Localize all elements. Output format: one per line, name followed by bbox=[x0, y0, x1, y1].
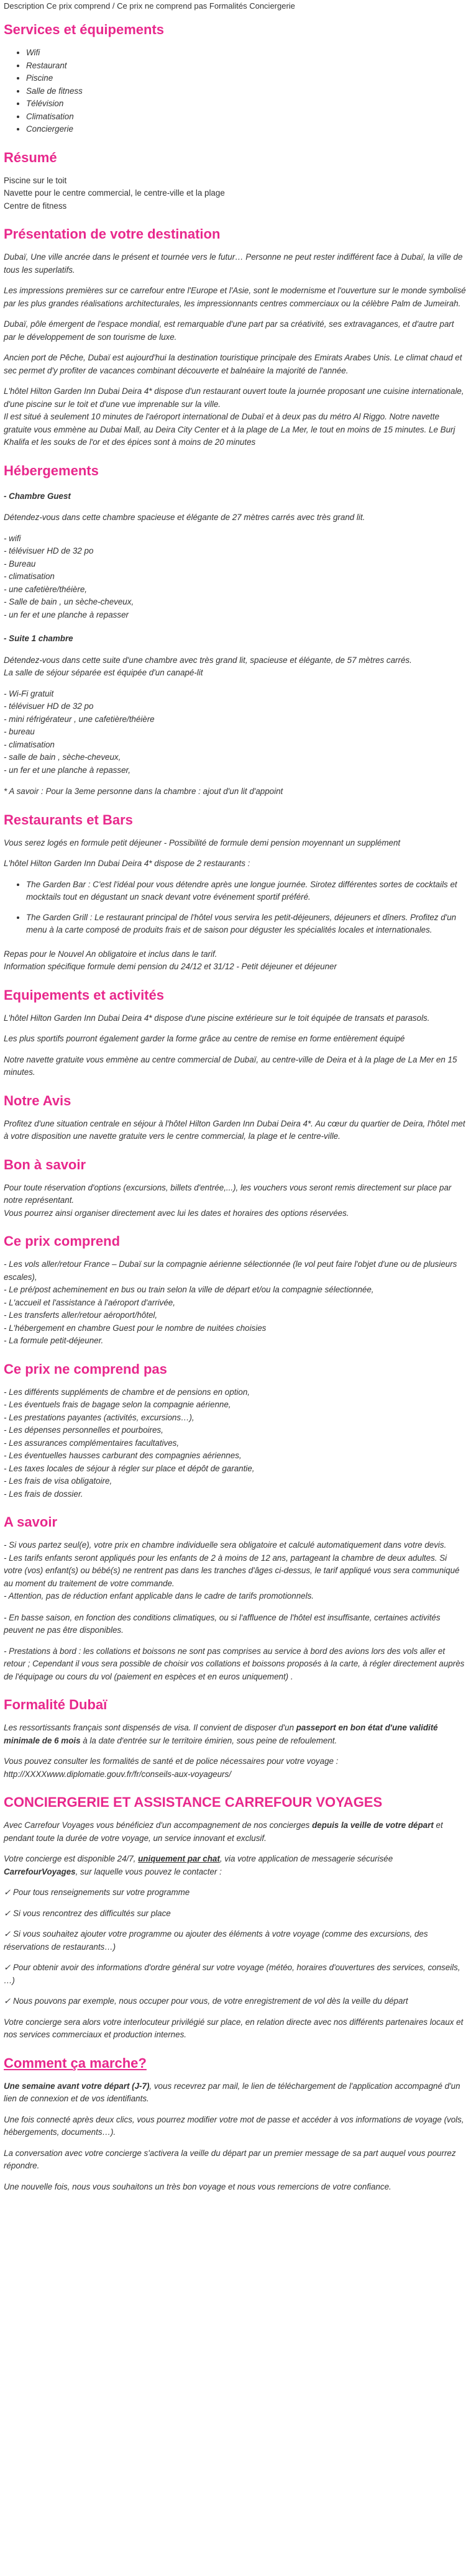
list-item: - climatisation bbox=[4, 572, 55, 581]
list-item: - wifi bbox=[4, 533, 21, 543]
activites-paragraph: Notre navette gratuite vous emmène au centre commercial de Dubaï, au centre-ville de Deira et à la plage de La Mer en 15 minutes. bbox=[4, 1054, 457, 1077]
list-item: - Les frais de visa obligatoire, bbox=[4, 1476, 112, 1486]
conciergerie-title: CONCIERGERIE ET ASSISTANCE CARREFOUR VOYAGES bbox=[4, 1794, 383, 1810]
conciergerie-paragraph bbox=[4, 1853, 467, 1878]
comment-strong-text: Une semaine avant votre départ (J-7) bbox=[4, 2081, 150, 2091]
list-item: - L'accueil et l'assistance à l'aéroport d'arrivée, bbox=[4, 1297, 175, 1307]
restaurants-notes bbox=[4, 948, 467, 974]
list-item: - Les transferts aller/retour aéroport/hôtel, bbox=[4, 1310, 158, 1320]
list-item: • Restaurant bbox=[26, 60, 467, 73]
asavoir-title: A savoir bbox=[4, 1514, 58, 1530]
conciergerie-paragraph: Votre concierge sera alors votre interlocuteur privilégié sur place, en relation directe avec nos différents partenaires locaux et nos services commerciaux et production internes. bbox=[4, 2017, 464, 2039]
asavoir-paragraph: - Prestations à bord : les collations et boissons ne sont pas comprises au service à bord des avions lors des vols aller et retour ; Cependant il vous sera possible de choisir vos collations et boissons proposés à la carte, à régler directement auprès de l'équipage ou cours du vol (paiement en espèces et en euros uniquement) . bbox=[4, 1646, 465, 1681]
asavoir-text: - Si vous partez seul(e), votre prix en chambre individuelle sera obligatoire et calculé automatiquement dans votre devis. bbox=[4, 1540, 447, 1550]
check-item: ✓ Pour tous renseignements sur votre programme bbox=[4, 1888, 190, 1897]
asavoir-text: - Attention, pas de réduction enfant applicable dans le cadre de tarifs promotionnels. bbox=[4, 1591, 314, 1601]
list-item: - bureau bbox=[4, 727, 35, 736]
bonasavoir-text: Vous pourrez ainsi organiser directement avec lui les dates et horaires des options réservées. bbox=[4, 1208, 349, 1218]
check-item: ✓ Nous pouvons par exemple, nous occuper pour vous, de votre enregistrement de vol dès la veille du départ bbox=[4, 1996, 408, 2006]
list-item: • Piscine bbox=[26, 72, 467, 85]
necomprend-list bbox=[4, 1386, 467, 1501]
comment-title: Comment ça marche? bbox=[4, 2055, 147, 2071]
restaurants-list bbox=[4, 879, 467, 937]
asavoir-block bbox=[4, 1539, 467, 1603]
restaurants-note: Repas pour le Nouvel An obligatoire et inclus dans le tarif. bbox=[4, 949, 217, 959]
bonasavoir-title: Bon à savoir bbox=[4, 1156, 86, 1172]
room-note: * A savoir : Pour la 3eme personne dans la chambre : ajout d'un lit d'appoint bbox=[4, 787, 283, 796]
list-item: - Les éventuels frais de bagage selon la compagnie aérienne, bbox=[4, 1400, 231, 1409]
presentation-title: Présentation de votre destination bbox=[4, 226, 221, 242]
comment-text: , vous recevrez par mail, le lien de téléchargement de l'application accompagné d'un lien de connexion et de vos identifiants. bbox=[4, 2081, 460, 2103]
list-item: - Le pré/post acheminement en bus ou train selon la ville de départ et/ou la compagnie sélectionnée, bbox=[4, 1285, 374, 1294]
list-item: • Climatisation bbox=[26, 111, 467, 124]
list-item: - un fer et une planche à repasser, bbox=[4, 765, 130, 775]
list-item: - Les dépenses personnelles et pourboires, bbox=[4, 1425, 163, 1435]
restaurants-note: Information spécifique formule demi pension du 24/12 et 31/12 - Petit déjeuner et déjeuner bbox=[4, 962, 337, 971]
room-suite-text: Détendez-vous dans cette suite d'une chambre avec très grand lit, spacieuse et élégante, de 57 mètres carrés. bbox=[4, 655, 412, 665]
check-item: ✓ Si vous souhaitez ajouter votre programme ou ajouter des éléments à votre voyage (comme des excursions, des réservations de restaurants…) bbox=[4, 1929, 428, 1952]
diplomatie-link[interactable]: http://XXXXwww.diplomatie.gouv.fr/fr/conseils-aux-voyageurs/ bbox=[4, 1769, 231, 1779]
room-suite-intro bbox=[4, 654, 467, 680]
bonasavoir-paragraph bbox=[4, 1182, 467, 1220]
breadcrumb: Description Ce prix comprend / Ce prix ne comprend pas Formalités Conciergerie bbox=[4, 1, 295, 11]
formalite-text: à la date d'entrée sur le territoire émirien, sous peine de refoulement. bbox=[80, 1735, 337, 1745]
presentation-text: L'hôtel Hilton Garden Inn Dubai Deira 4* dispose d'un restaurant ouvert toute la journée proposant une cuisine internationale, d'une piscine sur le toit et d'une vue imprenable sur la ville. bbox=[4, 386, 464, 409]
presentation-paragraph bbox=[4, 385, 467, 449]
list-item: • The Garden Grill : Le restaurant principal de l'hôtel vous servira les petit-déjeuners, déjeuners et dîners. Profitez d'un menu à la carte composé de produits frais et de saison pour déguster les spécialités locales et internationales. bbox=[26, 911, 467, 937]
conciergerie-strong-text: depuis la veille de votre départ bbox=[312, 1820, 434, 1830]
presentation-paragraph: Ancien port de Pêche, Dubaï est aujourd'hui la destination touristique principale des Emirats Arabes Unis. Le climat chaud et sec permet d'y profiter de vacances combinant découverte et balnéaire la majorité de l'année. bbox=[4, 353, 462, 375]
list-item: - télévisuer HD de 32 po bbox=[4, 701, 94, 711]
avis-title: Notre Avis bbox=[4, 1092, 71, 1108]
comment-paragraph: La conversation avec votre concierge s'activera la veille du départ par un premier message de sa part auquel vous pourrez répondre. bbox=[4, 2148, 456, 2170]
comment-paragraph: Une fois connecté après deux clics, vous pourrez modifier votre mot de passe et accéder à vos informations de voyage (vols, hébergements, documents…). bbox=[4, 2114, 464, 2137]
list-item: - télévisuer HD de 32 po bbox=[4, 546, 94, 555]
list-item: - mini réfrigérateur , une cafetière/théière bbox=[4, 714, 155, 724]
resume-title: Résumé bbox=[4, 149, 57, 165]
conciergerie-text: Avec Carrefour Voyages vous bénéficiez d'un accompagnement de nos concierges bbox=[4, 1820, 313, 1830]
list-item: • Salle de fitness bbox=[26, 85, 467, 98]
conciergerie-app-name: CarrefourVoyages bbox=[4, 1866, 76, 1876]
list-item: - Les différents suppléments de chambre et de pensions en option, bbox=[4, 1387, 250, 1397]
formalite-title: Formalité Dubaï bbox=[4, 1697, 107, 1712]
list-item: • Télévision bbox=[26, 98, 467, 111]
comprend-list bbox=[4, 1258, 467, 1348]
room-guest-features bbox=[4, 532, 467, 622]
presentation-text: Il est situé à seulement 10 minutes de l'aéroport international de Dubaï et à deux pas du métro Al Riggo. Notre navette gratuite vous emmène au Dubai Mall, au Deira City Center et à la plage de La Mer, le tout en moins de 15 minutes. Le Burj Khalifa et les souks de l'or et des épices sont à moins de 20 minutes bbox=[4, 412, 455, 447]
conciergerie-paragraph bbox=[4, 1819, 467, 1845]
room-suite-text: La salle de séjour séparée est équipée d'un canapé-lit bbox=[4, 668, 203, 677]
check-item: ✓ Pour obtenir avoir des informations d'ordre général sur votre voyage (météo, horaires d'ouvertures des services, conseils, …) bbox=[4, 1963, 460, 1985]
avis-paragraph: Profitez d'une situation centrale en séjour à l'hôtel Hilton Garden Inn Dubai Deira 4*. Au cœur du quartier de Deira, l'hôtel met à votre disposition une navette gratuite vers le centre commercial, la plage et le centre-ville. bbox=[4, 1118, 465, 1141]
list-item: - salle de bain , sèche-cheveux, bbox=[4, 752, 121, 762]
formalite-passport-text: passeport en bon état d'une validité minimale de 6 mois bbox=[4, 1723, 438, 1745]
list-item: - climatisation bbox=[4, 739, 55, 749]
comprend-title: Ce prix comprend bbox=[4, 1233, 121, 1249]
room-guest-intro: Détendez-vous dans cette chambre spacieuse et élégante de 27 mètres carrés avec très grand lit. bbox=[4, 513, 365, 522]
conciergerie-text: , sur laquelle vous pouvez le contacter : bbox=[75, 1866, 222, 1876]
conciergerie-text: Votre concierge est disponible 24/7, bbox=[4, 1854, 139, 1863]
list-item: • Wifi bbox=[26, 47, 467, 60]
bonasavoir-text: Pour toute réservation d'options (excursions, billets d'entrée,...), les vouchers vous seront remis directement sur place par notre représentant. bbox=[4, 1182, 452, 1205]
presentation-paragraph: Dubaï, Une ville ancrée dans le présent et tournée vers le futur… Personne ne peut rester indifférent face à Dubaï, la ville de tous les superlatifs. bbox=[4, 252, 463, 275]
presentation-paragraph: Dubaï, pôle émergent de l'espace mondial, est remarquable d'une part par sa créativité, ses extravagances, et d'autre part par le développement de son tourisme de luxe. bbox=[4, 319, 454, 342]
restaurants-title: Restaurants et Bars bbox=[4, 811, 133, 828]
list-item: - L'hébergement en chambre Guest pour le nombre de nuitées choisies bbox=[4, 1323, 267, 1333]
resume-line: Navette pour le centre commercial, le centre-ville et la plage bbox=[4, 188, 225, 198]
list-item: • The Garden Bar : C'est l'idéal pour vous détendre après une longue journée. Sirotez différentes sortes de cocktails et mocktails tout en dégustant un snack devant votre événement sportif préféré. bbox=[26, 879, 467, 904]
list-item: • Conciergerie bbox=[26, 123, 467, 136]
list-item: - Les vols aller/retour France – Dubaï sur la compagnie aérienne sélectionnée (le vol peut faire l'objet d'une ou de plusieurs escales), bbox=[4, 1259, 457, 1282]
room-suite-features bbox=[4, 688, 467, 777]
formalite-paragraph bbox=[4, 1755, 467, 1781]
restaurants-paragraph: L'hôtel Hilton Garden Inn Dubai Deira 4* dispose de 2 restaurants : bbox=[4, 859, 250, 868]
activites-paragraph: Les plus sportifs pourront également garder la forme grâce au centre de remise en forme entièrement équipé bbox=[4, 1034, 405, 1043]
conciergerie-text: , via votre application de messagerie sécurisée bbox=[219, 1854, 393, 1863]
room-guest-title: - Chambre Guest bbox=[4, 491, 71, 501]
activites-paragraph: L'hôtel Hilton Garden Inn Dubai Deira 4* dispose d'une piscine extérieure sur le toit équipée de transats et parasols. bbox=[4, 1013, 430, 1023]
formalite-text: Vous pouvez consulter les formalités de santé et de police nécessaires pour votre voyage : bbox=[4, 1756, 339, 1766]
list-item: - un fer et une planche à repasser bbox=[4, 610, 129, 619]
asavoir-paragraph: - En basse saison, en fonction des conditions climatiques, ou si l'affluence de l'hôtel est insuffisante, certaines activités peuvent ne pas être disponibles. bbox=[4, 1612, 441, 1635]
formalite-paragraph bbox=[4, 1722, 467, 1747]
list-item: - Salle de bain , un sèche-cheveux, bbox=[4, 597, 134, 606]
resume-line: Centre de fitness bbox=[4, 201, 67, 211]
activites-title: Equipements et activités bbox=[4, 987, 164, 1003]
list-item: - Bureau bbox=[4, 559, 36, 569]
resume-block bbox=[4, 175, 467, 213]
hebergements-title: Hébergements bbox=[4, 462, 99, 478]
list-item: - Les assurances complémentaires facultatives, bbox=[4, 1438, 180, 1448]
list-item: - Les frais de dossier. bbox=[4, 1489, 83, 1499]
list-item: - une cafetière/théière, bbox=[4, 584, 87, 594]
necomprend-title: Ce prix ne comprend pas bbox=[4, 1361, 167, 1377]
services-list bbox=[4, 47, 467, 136]
services-title: Services et équipements bbox=[4, 22, 165, 37]
comment-paragraph: Une nouvelle fois, nous vous souhaitons un très bon voyage et nous vous remercions de votre confiance. bbox=[4, 2181, 391, 2191]
conciergerie-text: et pendant toute la durée de votre voyage, un service innovant et exclusif. bbox=[4, 1820, 443, 1843]
list-item: - La formule petit-déjeuner. bbox=[4, 1336, 104, 1345]
presentation-paragraph: Les impressions premières sur ce carrefour entre l'Europe et l'Asie, sont le modernisme et l'ouverture sur le monde symbolisé par les plus grandes réalisations architecturales, les impressionnants centres commerciaux ou la célèbre Palm de Jumeirah. bbox=[4, 286, 466, 308]
resume-line: Piscine sur le toit bbox=[4, 175, 67, 185]
comment-paragraph bbox=[4, 2080, 467, 2106]
list-item: - Les prestations payantes (activités, excursions…), bbox=[4, 1412, 194, 1422]
asavoir-text: - Les tarifs enfants seront appliqués pour les enfants de 2 à moins de 12 ans, partageant la chambre de deux adultes. Si votre (vos) enfant(s) ou bébé(s) ne rentrent pas dans les tranches d'âges ci-dessus, le tarif appliqué vous sera communiqué au moment du traitement de votre commande. bbox=[4, 1553, 460, 1588]
list-item: - Wi-Fi gratuit bbox=[4, 688, 54, 698]
formalite-text: Les ressortissants français sont dispensés de visa. Il convient de disposer d'un bbox=[4, 1723, 296, 1732]
list-item: - Les éventuelles hausses carburant des compagnies aériennes, bbox=[4, 1451, 242, 1460]
room-suite-title: - Suite 1 chambre bbox=[4, 634, 73, 643]
restaurants-paragraph: Vous serez logés en formule petit déjeuner - Possibilité de formule demi pension moyennant un supplément bbox=[4, 838, 401, 847]
list-item: - Les taxes locales de séjour à régler sur place et dépôt de garantie, bbox=[4, 1463, 255, 1473]
check-item: ✓ Si vous rencontrez des difficultés sur place bbox=[4, 1908, 171, 1918]
conciergerie-chat-text: uniquement par chat bbox=[138, 1854, 220, 1863]
